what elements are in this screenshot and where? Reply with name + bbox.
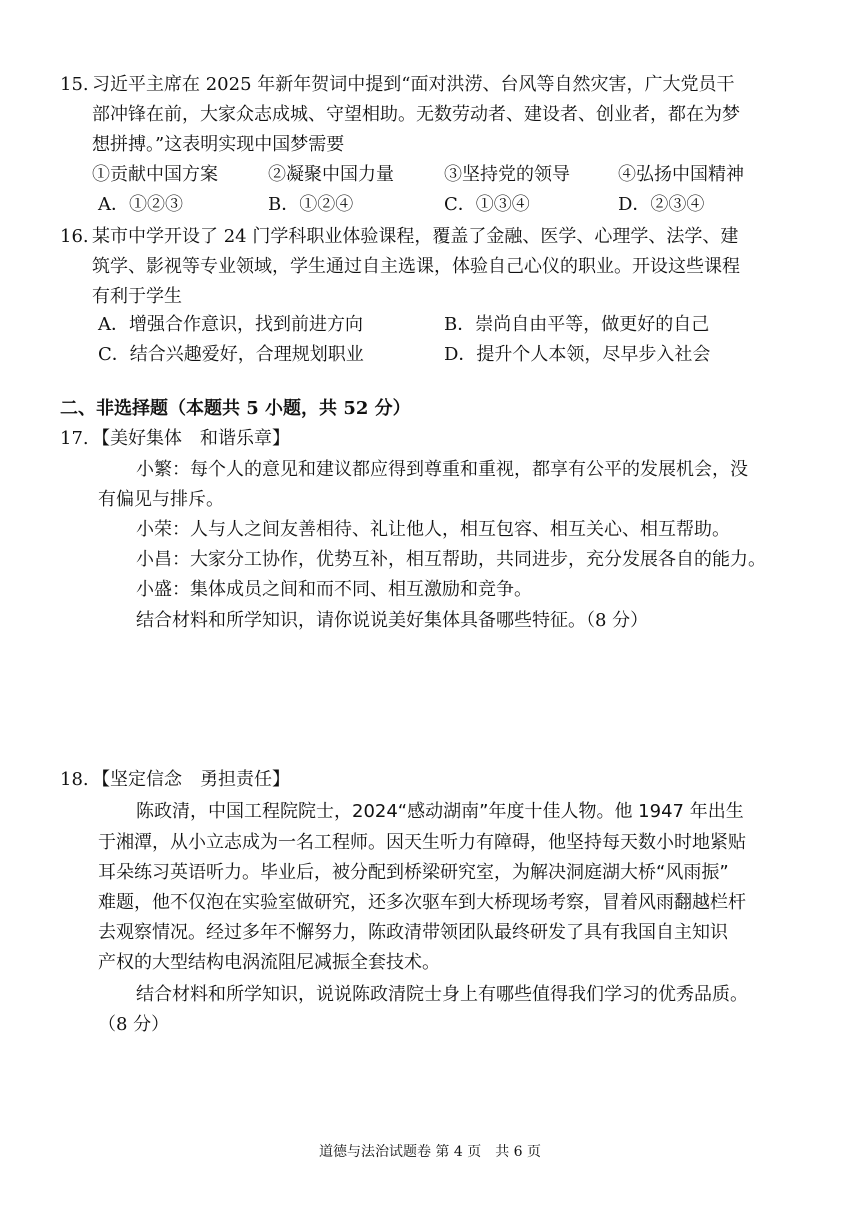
- page-footer: 道德与法治试题卷 第 4 页 共 6 页: [318, 1144, 542, 1160]
- question-stem-line: 有利于学生: [92, 286, 182, 307]
- question-prompt-score: （8 分）: [98, 1014, 170, 1035]
- statement-item: ②凝聚中国力量: [268, 164, 394, 185]
- option-c: C．①③④: [444, 194, 530, 215]
- question-stem-line: 筑学、影视等专业领域，学生通过自主选课，体验自己心仪的职业。开设这些课程: [92, 256, 740, 277]
- material-line: 有偏见与排斥。: [98, 489, 224, 510]
- material-line: 于湘潭，从小立志成为一名工程师。因天生听力有障碍，他坚持每天数小时地紧贴: [98, 832, 746, 853]
- question-prompt: 结合材料和所学知识，请你说说美好集体具备哪些特征。（8 分）: [136, 610, 649, 631]
- option-b: B．崇尚自由平等，做更好的自己: [444, 314, 710, 335]
- material-line: 去观察情况。经过多年不懈努力，陈政清带领团队最终研发了具有我国自主知识: [98, 922, 728, 943]
- material-line: 小盛：集体成员之间和而不同、相互激励和竞争。: [136, 579, 532, 600]
- material-line: 小昌：大家分工协作，优势互补，相互帮助，共同进步，充分发展各自的能力。: [136, 549, 766, 570]
- question-prompt: 结合材料和所学知识，说说陈政清院士身上有哪些值得我们学习的优秀品质。: [136, 984, 748, 1005]
- material-line: 难题，他不仅泡在实验室做研究，还多次驱车到大桥现场考察，冒着风雨翻越栏杆: [98, 892, 746, 913]
- question-stem-line: 习近平主席在 2025 年新年贺词中提到“面对洪涝、台风等自然灾害，广大党员干: [92, 74, 735, 95]
- material-line: 小荣：人与人之间友善相待、礼让他人，相互包容、相互关心、相互帮助。: [136, 519, 730, 540]
- material-line: 耳朵练习英语听力。毕业后，被分配到桥梁研究室，为解决洞庭湖大桥“风雨振”: [98, 862, 729, 883]
- option-a: A．增强合作意识，找到前进方向: [98, 314, 363, 335]
- option-d: D．提升个人本领，尽早步入社会: [444, 344, 711, 365]
- question-number: 15.: [60, 74, 89, 95]
- option-a: A．①②③: [98, 194, 183, 215]
- question-title: 【坚定信念 勇担责任】: [92, 769, 290, 790]
- option-d: D．②③④: [618, 194, 705, 215]
- option-c: C．结合兴趣爱好，合理规划职业: [98, 344, 364, 365]
- question-stem-line: 某市中学开设了 24 门学科职业体验课程，覆盖了金融、医学、心理学、法学、建: [92, 226, 739, 247]
- option-b: B．①②④: [268, 194, 354, 215]
- statement-item: ④弘扬中国精神: [618, 164, 744, 185]
- section-heading: 二、非选择题（本题共 5 小题，共 52 分）: [60, 398, 411, 419]
- statement-item: ①贡献中国方案: [92, 164, 218, 185]
- material-line: 产权的大型结构电涡流阻尼减振全套技术。: [98, 952, 440, 973]
- question-number: 16.: [60, 226, 89, 247]
- question-stem-line: 想拼搏。”这表明实现中国梦需要: [92, 134, 345, 155]
- question-number: 18.: [60, 769, 89, 790]
- material-line: 小繁：每个人的意见和建议都应得到尊重和重视，都享有公平的发展机会，没: [136, 459, 748, 480]
- question-stem-line: 部冲锋在前，大家众志成城、守望相助。无数劳动者、建设者、创业者，都在为梦: [92, 104, 740, 125]
- material-line: 陈政清，中国工程院院士，2024“感动湖南”年度十佳人物。他 1947 年出生: [136, 801, 744, 822]
- question-number: 17.: [60, 428, 89, 449]
- statement-item: ③坚持党的领导: [444, 164, 570, 185]
- question-title: 【美好集体 和谐乐章】: [92, 428, 290, 449]
